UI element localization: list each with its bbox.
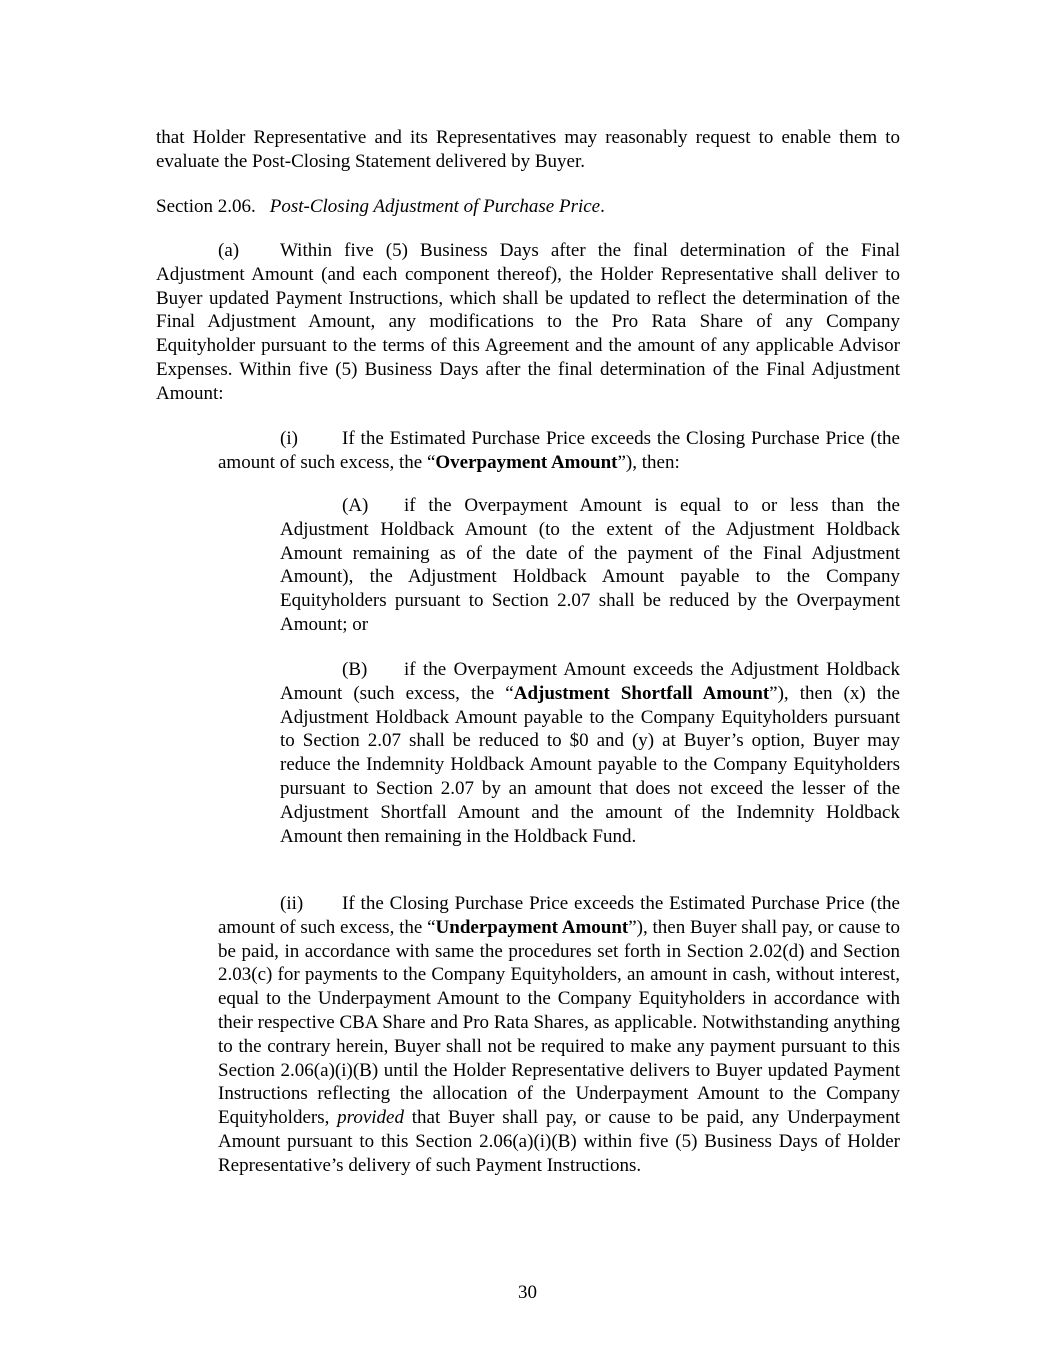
paragraph-A [280,494,900,637]
paragraph-B [280,658,900,848]
paragraph-a-label: (a) [218,240,240,261]
paragraph-ii-text-end: that Buyer shall pay, or cause to be paid, any Underpayment Amount pursuant to this Section 2.06(a)(i)(B) within five (5) Business Days of Holder Representative’s delivery of such Payment Instructions. [218,1107,900,1176]
paragraph-B-text: if the Overpayment Amount exceeds the Adjustment Holdback Amount (such excess, the “ [280,659,900,704]
paragraph-ii [218,892,900,1178]
defined-term-underpayment-amount: Underpayment Amount [435,916,629,938]
paragraph-i [218,427,900,475]
section-title: Post-Closing Adjustment of Purchase Price [269,196,601,217]
section-heading [156,195,900,219]
paragraph-a-text: Within five (5) Business Days after the final determination of the Final Adjustment Amount (and each component thereof), the Holder Representative shall deliver to Buyer updated Payment Instructions, which shall be updated to reflect the determination of the Final Adjustment Amount, any modifications to the Pro Rata Share of any Company Equityholder pursuant to the terms of this Agreement and the amount of any applicable Advisor Expenses. Within five (5) Business Days after the final determination of the Final Adjustment Amount: [156,240,900,404]
section-title-period: . [600,196,605,217]
section-number: Section 2.06. [156,196,256,217]
paragraph-A-label: (A) [342,495,369,516]
paragraph-B-label: (B) [342,659,368,680]
paragraph-A-text: if the Overpayment Amount is equal to or less than the Adjustment Holdback Amount (to the extent of the Adjustment Holdback Amount remaining as of the date of the payment of the Final Adjustment Amount), the Adjustment Holdback Amount payable to the Company Equityholders pursuant to Section 2.07 shall be reduced by the Overpayment Amount; or [280,495,900,635]
paragraph-i-label: (i) [280,428,298,449]
paragraph-ii-text-middle: ”), then Buyer shall pay, or cause to be paid, in accordance with same the procedures set forth in Section 2.02(d) and Section 2.03(c) for payments to the Company Equityholders, an amount in cash, without interest, equal to the Underpayment Amount to the Company Equityholders in accordance with their respective CBA Share and Pro Rata Shares, as applicable. Notwithstanding anything to the contrary herein, Buyer shall not be required to make any payment pursuant to this Section 2.06(a)(i)(B) until the Holder Representative delivers to Buyer updated Payment Instructions reflecting the allocation of the Underpayment Amount to the Company Equityholders, [218,916,900,1129]
italic-term-provided: provided [337,1107,404,1129]
paragraph-i-text-end: ”), then: [617,451,680,473]
intro-continuation-paragraph: that Holder Representative and its Representatives may reasonably request to enable them to evaluate the Post-Closing Statement delivered by Buyer. [156,127,900,172]
defined-term-adjustment-shortfall-amount: Adjustment Shortfall Amount [513,682,770,704]
paragraph-B-text-end: ”), then (x) the Adjustment Holdback Amount payable to the Company Equityholders pursuant to Section 2.07 shall be reduced to $0 and (y) at Buyer’s option, Buyer may reduce the Indemnity Holdback Amount payable to the Company Equityholders pursuant to Section 2.07 by an amount that does not exceed the lesser of the Adjustment Shortfall Amount and the amount of the Indemnity Holdback Amount then remaining in the Holdback Fund. [280,682,900,847]
defined-term-overpayment-amount: Overpayment Amount [435,451,618,473]
paragraph-ii-label: (ii) [280,893,304,914]
paragraph-ii-text: If the Closing Purchase Price exceeds the Estimated Purchase Price (the amount of such excess, the “ [218,893,900,938]
paragraph-a [156,239,900,406]
page-number: 30 [518,1282,537,1303]
paragraph-i-text: If the Estimated Purchase Price exceeds the Closing Purchase Price (the amount of such excess, the “ [218,428,900,473]
